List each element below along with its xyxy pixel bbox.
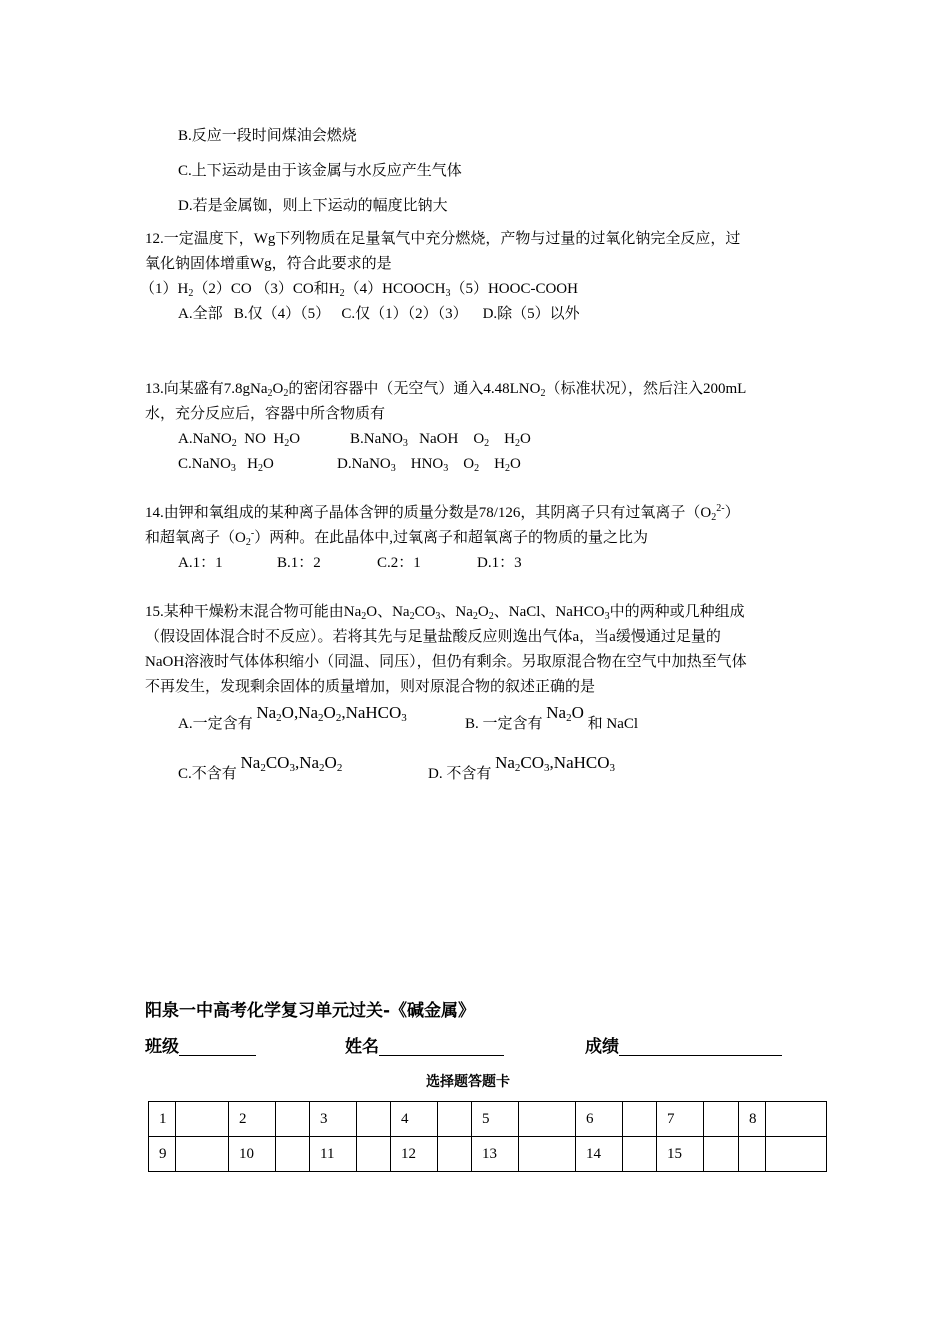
answer-cell[interactable]	[766, 1137, 827, 1172]
answer-cell[interactable]	[357, 1137, 391, 1172]
answer-cell[interactable]	[438, 1102, 472, 1137]
q13-option-c: C.NaNO$_3$ $H_2O$	[178, 456, 274, 474]
answer-cell[interactable]	[176, 1102, 229, 1137]
q11-option-d: D.若是金属铷，则上下运动的幅度比钠大	[178, 198, 448, 214]
answer-cell[interactable]	[276, 1102, 310, 1137]
answer-cell[interactable]	[519, 1137, 576, 1172]
answer-cell[interactable]	[704, 1137, 739, 1172]
question-number-cell: 2	[229, 1102, 276, 1137]
q15-stem-line4: 不再发生，发现剩余固体的质量增加，则对原混合物的叙述正确的是	[145, 679, 596, 695]
q12-stem-line1: 12.一定温度下，Wg下列物质在足量氧气中充分燃烧，产物与过量的过氧化钠完全反应，过	[145, 231, 741, 247]
question-number-cell: 12	[391, 1137, 438, 1172]
answer-card-table	[148, 1101, 827, 1172]
question-number-cell: 1	[149, 1102, 176, 1137]
question-number-cell: 10	[229, 1137, 276, 1172]
answer-cell[interactable]	[176, 1137, 229, 1172]
answer-cell[interactable]	[623, 1137, 657, 1172]
question-number-cell: 6	[576, 1102, 623, 1137]
q15-stem-line1: 15.某种干燥粉末混合物可能由$Na_2O$、$Na_2CO_3$、$Na_2O_2$、NaCl、NaHCO$_3$中的两种或几种组成	[145, 604, 745, 622]
q14-stem-line2: 和超氧离子$(O_2^-)$两种。在此晶体中,过氧离子和超氧离子的物质的量之比为	[145, 528, 648, 548]
q14-option-c: C.2：1	[377, 555, 421, 571]
q13-option-a: A.NaNO$_2$ NO $H_2O$	[178, 431, 301, 449]
question-number-cell: 13	[472, 1137, 519, 1172]
question-number-cell: 4	[391, 1102, 438, 1137]
q11-option-c: C.上下运动是由于该金属与水反应产生气体	[178, 163, 462, 179]
answer-card-row	[149, 1102, 827, 1137]
q15-option-a-formula: $Na_2O,Na_2O_2,NaHCO_3$	[256, 703, 407, 724]
q14-option-a: A.1：1	[178, 555, 223, 571]
q15-option-d: D. 不含有 $Na_2CO_3,NaHCO_3$	[428, 753, 616, 782]
q15-option-d-formula: $Na_2CO_3,NaHCO_3$	[495, 753, 616, 774]
q13-stem-line2: 水，充分反应后，容器中所含物质有	[145, 406, 386, 422]
q13-option-d: D.NaNO$_3$ $HNO_3$ $O_2$ $H_2O$	[337, 456, 521, 474]
q12-stem-line2: 氧化钠固体增重Wg，符合此要求的是	[145, 256, 392, 272]
answer-cell[interactable]	[766, 1102, 827, 1137]
q11-option-b: B.反应一段时间煤油会燃烧	[178, 128, 357, 144]
q12-items: $(1)H_2(2)CO$ （3）CO和$H_2(4)HCOOCH_3(5)HOOC$-COOH	[140, 281, 578, 299]
answer-card-row	[149, 1137, 827, 1172]
q13-option-b: B.NaNO$_3$ NaOH $O_2$ $H_2O$	[350, 431, 531, 449]
q12-options: A.全部 B.仅（4）（5） C.仅（1）（2）（3） D.除（5）以外	[178, 306, 580, 322]
question-number-cell: 7	[657, 1102, 704, 1137]
question-number-cell	[739, 1137, 766, 1172]
q15-option-b: B. 一定含有 $Na_2O$ 和 NaCl	[465, 703, 639, 732]
class-blank[interactable]	[179, 1037, 256, 1056]
question-number-cell: 3	[310, 1102, 357, 1137]
answer-cell[interactable]	[438, 1137, 472, 1172]
q14-stem-line1: 14.由钾和氧组成的某种离子晶体含钾的质量分数是78/126，其阴离子只有过氧离子$(O_2^{2-})$	[145, 503, 740, 523]
question-number-cell: 11	[310, 1137, 357, 1172]
q15-option-a: A.一定含有 $Na_2O,Na_2O_2,NaHCO_3$	[178, 703, 407, 732]
q14-option-d: D.1：3	[477, 555, 522, 571]
question-number-cell: 9	[149, 1137, 176, 1172]
question-number-cell: 14	[576, 1137, 623, 1172]
q14-option-b: B.1：2	[277, 555, 321, 571]
q15-option-c-formula: $Na_2CO_3,Na_2O_2$	[240, 753, 343, 774]
question-number-cell: 8	[739, 1102, 766, 1137]
class-field: 班级	[145, 1037, 256, 1057]
q15-stem-line2: （假设固体混合时不反应）。若将其先与足量盐酸反应则逸出气体a，当a缓慢通过足量的	[145, 629, 721, 645]
q13-stem-line1: 13.向某盛有$7.8gNa_2O_2$的密闭容器中（无空气）通入$4.48LNO_2$（标准状况），然后注入200mL	[145, 381, 747, 399]
answer-sheet-title: 阳泉一中高考化学复习单元过关-《碱金属》	[145, 1001, 476, 1021]
name-blank[interactable]	[379, 1037, 504, 1056]
answer-cell[interactable]	[519, 1102, 576, 1137]
question-number-cell: 15	[657, 1137, 704, 1172]
score-field: 成绩	[585, 1037, 782, 1057]
q15-option-c: C.不含有 $Na_2CO_3,Na_2O_2$	[178, 753, 343, 782]
answer-cell[interactable]	[704, 1102, 739, 1137]
q15-option-b-formula: $Na_2O$	[546, 703, 584, 724]
answer-cell[interactable]	[623, 1102, 657, 1137]
score-blank[interactable]	[619, 1037, 782, 1056]
question-number-cell: 5	[472, 1102, 519, 1137]
answer-cell[interactable]	[276, 1137, 310, 1172]
name-field: 姓名	[345, 1037, 504, 1057]
q15-stem-line3: NaOH溶液时气体体积缩小（同温、同压），但仍有剩余。另取原混合物在空气中加热至气体	[145, 654, 747, 670]
answer-card-title: 选择题答题卡	[426, 1074, 510, 1090]
answer-cell[interactable]	[357, 1102, 391, 1137]
